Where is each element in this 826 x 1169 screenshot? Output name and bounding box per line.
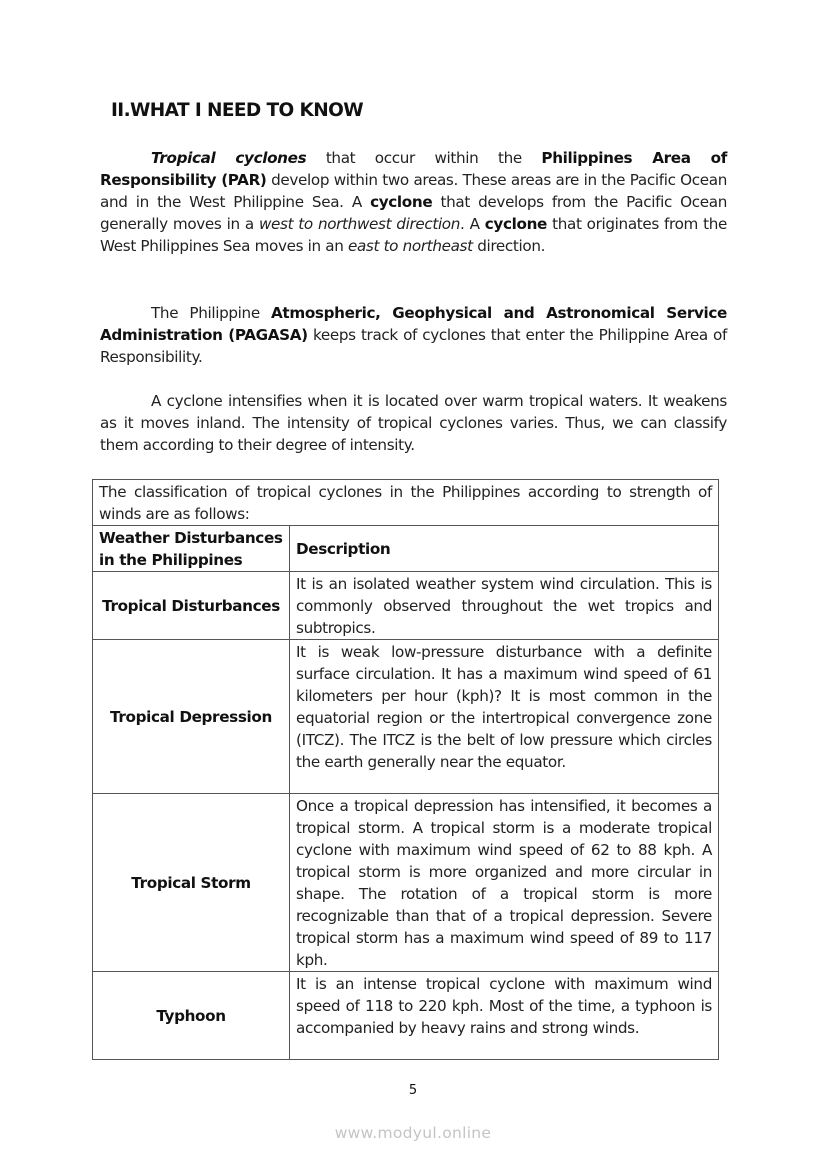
- text: that occur within the: [306, 149, 542, 167]
- column-header-description: Description: [290, 526, 719, 572]
- disturbance-description: Once a tropical depression has intensified, it becomes a tropical storm. A tropical storm is a moderate tropical cyclone with maximum wind speed of 62 to 88 kph. A tropical storm is more organized and more circular in shape. The rotation of a tropical storm is more recognizable than that of a tropical depression. Severe tropical storm has a maximum wind speed of 89 to 117 kph.: [290, 794, 719, 972]
- disturbance-description: It is an intense tropical cyclone with maximum wind speed of 118 to 220 kph. Most of the time, a typhoon is accompanied by heavy rains and strong winds.: [290, 972, 719, 1060]
- disturbance-name: Tropical Storm: [93, 794, 290, 972]
- cyclone-classification-table: [92, 479, 719, 1060]
- text: direction.: [472, 237, 546, 255]
- paragraph-tropical-cyclones: [100, 147, 727, 257]
- disturbance-description: It is weak low-pressure disturbance with a definite surface circulation. It has a maximum wind speed of 61 kilometers per hour (kph)? It is most common in the equatorial region or the intertropical convergence zone (ITCZ). The ITCZ is the belt of low pressure which circles the earth generally near the equator.: [290, 640, 719, 794]
- page-number: 5: [408, 1083, 418, 1098]
- term-cyclone: cyclone: [484, 215, 547, 233]
- term-cyclone: cyclone: [370, 193, 433, 211]
- table-header-row: [93, 526, 719, 572]
- disturbance-name: Tropical Disturbances: [93, 572, 290, 640]
- text: that develops from the Pacific Ocean generally moves in a: [100, 193, 728, 233]
- term-west-northwest: west to northwest direction: [258, 215, 461, 233]
- text: develop within two areas. These areas are in the Pacific Ocean and in the West Philippine Sea. A: [100, 171, 727, 211]
- disturbance-name: Typhoon: [93, 972, 290, 1060]
- table-intro-row: [93, 480, 719, 526]
- text: that originates from the West Philippines Sea moves in an: [100, 215, 727, 255]
- paragraph-intensity: [100, 390, 727, 456]
- disturbance-name: Tropical Depression: [93, 640, 290, 794]
- paragraph-pagasa: [100, 302, 727, 368]
- watermark: www.modyul.online: [334, 1124, 492, 1142]
- text: keeps track of cyclones that enter the Philippine Area of Responsibility.: [100, 326, 727, 366]
- text: . A: [460, 215, 485, 233]
- disturbance-description: It is an isolated weather system wind circulation. This is commonly observed throughout the wet tropics and subtropics.: [290, 572, 719, 640]
- table-row: [93, 572, 719, 640]
- table-row: [93, 972, 719, 1060]
- table-intro: The classification of tropical cyclones in the Philippines according to strength of winds are as follows:: [93, 480, 719, 526]
- text: The Philippine: [151, 304, 272, 322]
- column-header-disturbance: Weather Disturbances in the Philippines: [93, 526, 290, 572]
- section-heading: II.WHAT I NEED TO KNOW: [111, 100, 364, 121]
- text: A cyclone intensifies when it is located over warm tropical waters. It weakens as it moves inland. The intensity of tropical cyclones varies. Thus, we can classify them according to their degree of intensity.: [100, 392, 727, 454]
- table-row: [93, 794, 719, 972]
- term-par: Philippines Area of Responsibility (PAR): [100, 149, 727, 189]
- term-tropical-cyclones: Tropical cyclones: [151, 149, 307, 167]
- term-pagasa: Atmospheric, Geophysical and Astronomical Service Administration (PAGASA): [100, 304, 727, 344]
- table-row: [93, 640, 719, 794]
- term-east-northeast: east to northeast: [347, 237, 473, 255]
